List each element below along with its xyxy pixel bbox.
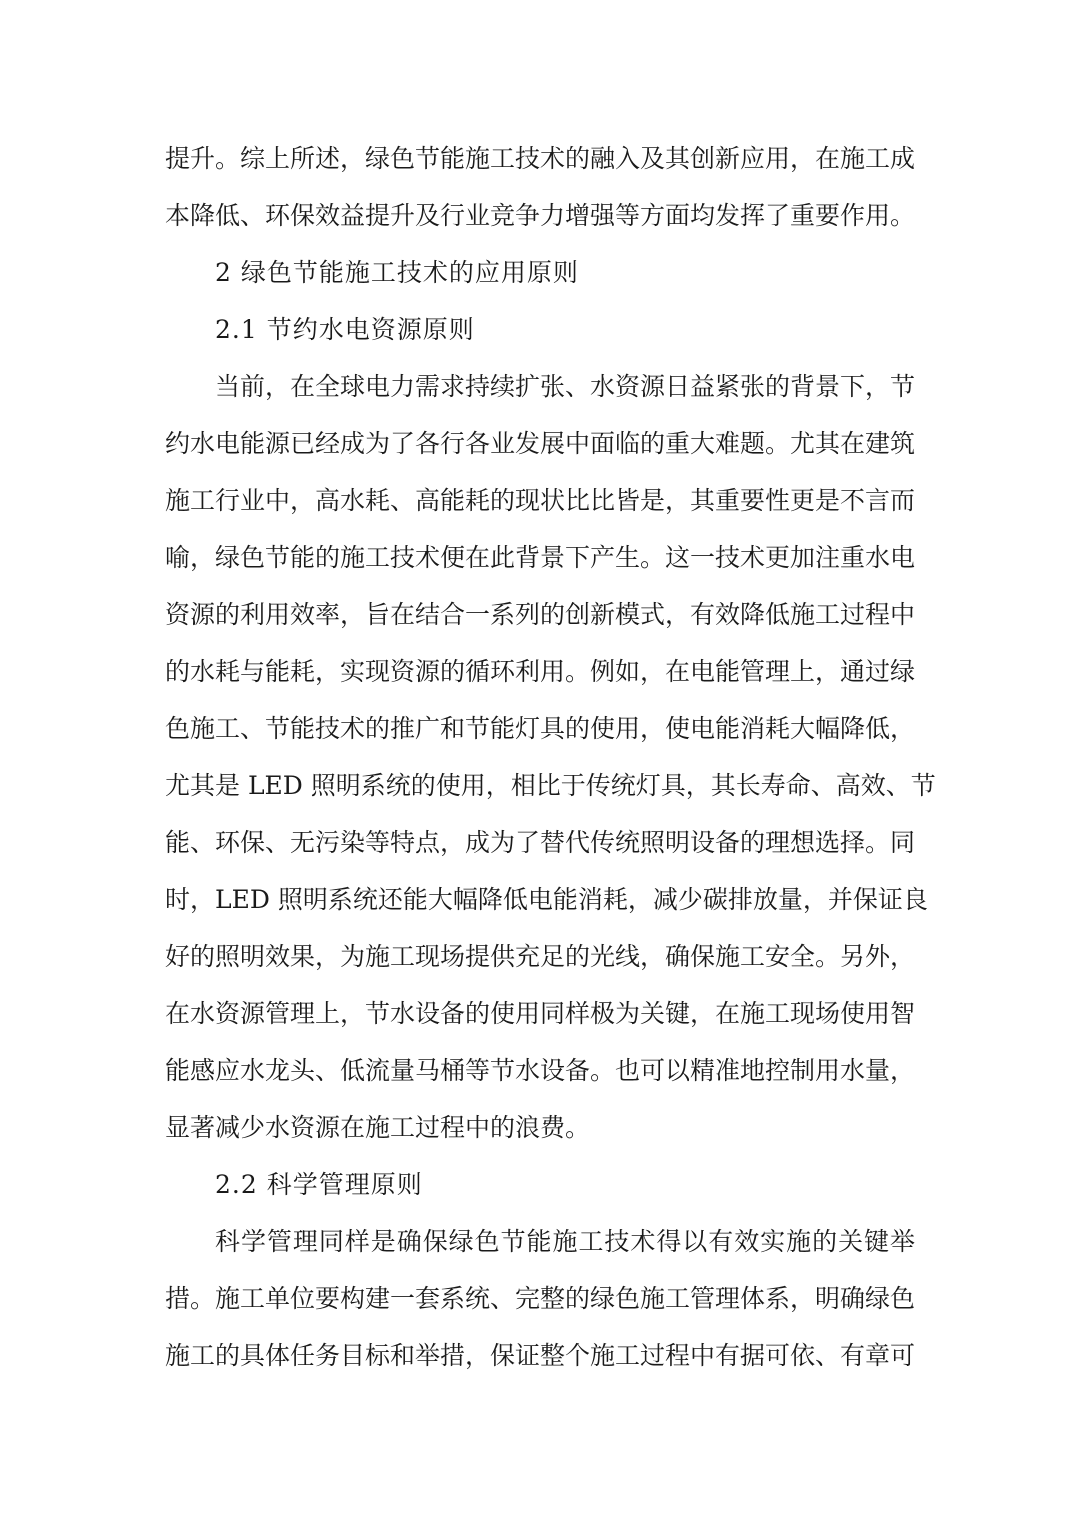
- para-2-1-line: 施工行业中，高水耗、高能耗的现状比比皆是，其重要性更是不言而: [165, 486, 916, 515]
- para-2-1-line: 能、环保、无污染等特点，成为了替代传统照明设备的理想选择。同: [165, 828, 916, 857]
- subsection-heading: 2.1 节约水电资源原则: [215, 315, 475, 344]
- para-2-1-line: 能感应水龙头、低流量马桶等节水设备。也可以精准地控制用水量，: [165, 1056, 916, 1085]
- para-2-2-line: 措。施工单位要构建一套系统、完整的绿色施工管理体系，明确绿色: [165, 1284, 916, 1313]
- para-2-1-line: 显著减少水资源在施工过程中的浪费。: [165, 1113, 591, 1142]
- para-2-1-line: 喻，绿色节能的施工技术便在此背景下产生。这一技术更加注重水电: [165, 543, 916, 572]
- para-2-1-line: 约水电能源已经成为了各行各业发展中面临的重大难题。尤其在建筑: [165, 429, 916, 458]
- para-2-1-line: 在水资源管理上，节水设备的使用同样极为关键，在施工现场使用智: [165, 999, 916, 1028]
- para-2-2-line: 科学管理同样是确保绿色节能施工技术得以有效实施的关键举: [215, 1227, 915, 1256]
- para-2-1-line: 色施工、节能技术的推广和节能灯具的使用，使电能消耗大幅降低，: [165, 714, 916, 743]
- para-intro-line: 本降低、环保效益提升及行业竞争力增强等方面均发挥了重要作用。: [165, 201, 916, 230]
- section-heading: 2 绿色节能施工技术的应用原则: [215, 258, 579, 287]
- para-2-1-line: 当前，在全球电力需求持续扩张、水资源日益紧张的背景下，节: [215, 372, 916, 401]
- para-2-2-line: 施工的具体任务目标和举措，保证整个施工过程中有据可依、有章可: [165, 1341, 916, 1370]
- para-2-1-line: 资源的利用效率，旨在结合一系列的创新模式，有效降低施工过程中: [165, 600, 916, 629]
- subsection-heading: 2.2 科学管理原则: [215, 1170, 423, 1199]
- para-2-1-line: 的水耗与能耗，实现资源的循环利用。例如，在电能管理上，通过绿: [165, 657, 916, 686]
- para-2-1-line: 时，LED 照明系统还能大幅降低电能消耗，减少碳排放量，并保证良: [165, 885, 928, 914]
- para-2-1-line: 尤其是 LED 照明系统的使用，相比于传统灯具，其长寿命、高效、节: [165, 771, 936, 800]
- para-intro-line: 提升。综上所述，绿色节能施工技术的融入及其创新应用，在施工成: [165, 144, 916, 173]
- para-2-1-line: 好的照明效果，为施工现场提供充足的光线，确保施工安全。另外，: [165, 942, 916, 971]
